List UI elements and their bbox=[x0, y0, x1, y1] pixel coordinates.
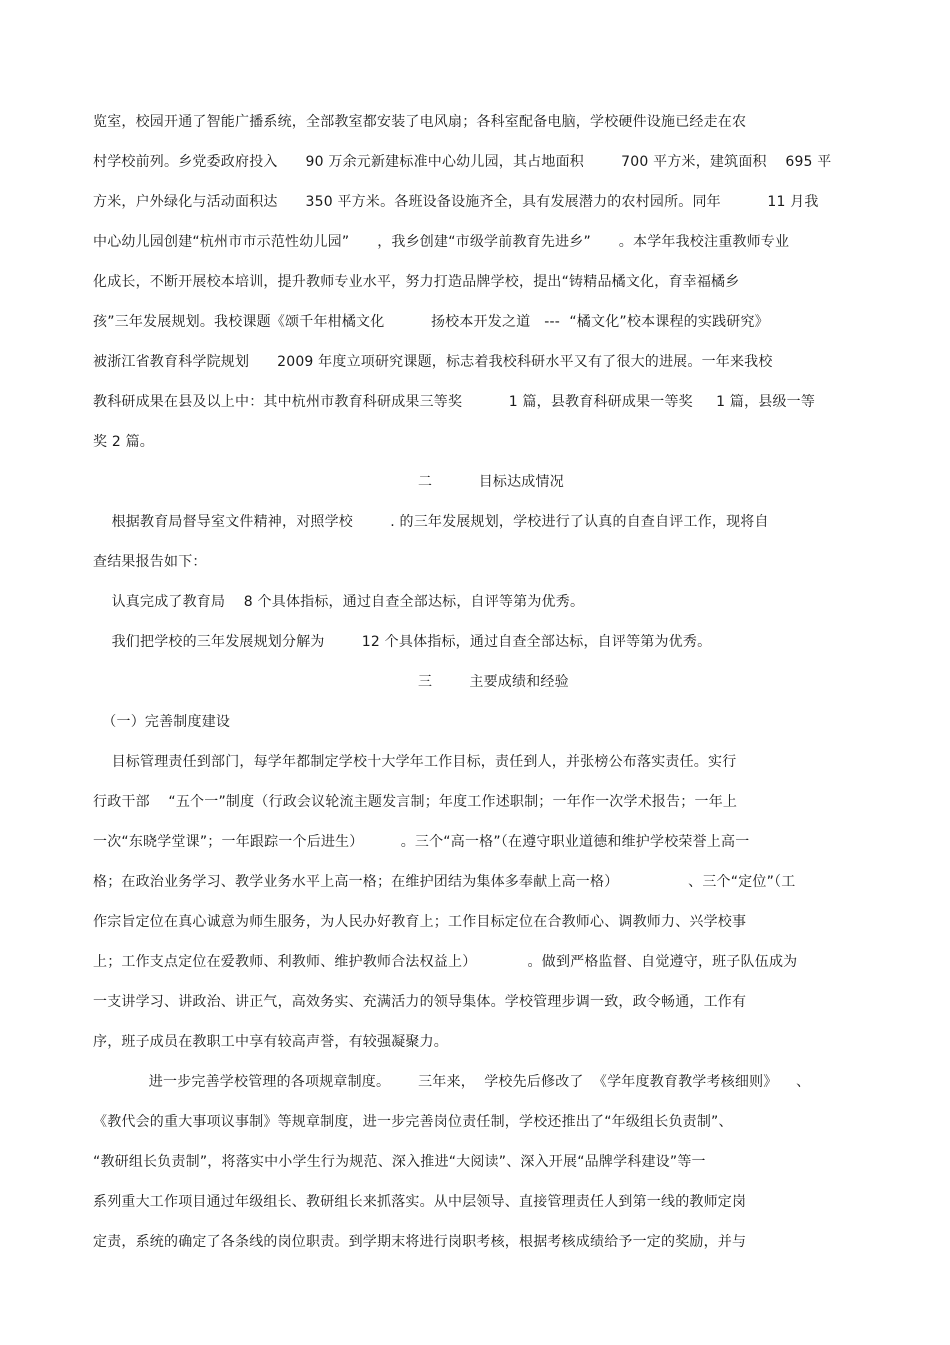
body-line: 览室，校园开通了智能广播系统，全部教室都安装了电风扇；各科室配备电脑，学校硬件设施已经走在农 bbox=[93, 114, 747, 130]
body-line: 被浙江省教育科学院规划 2009 年度立项研究课题，标志着我校科研水平又有了很大的进展。一年来我校 bbox=[93, 354, 773, 370]
body-line: 格；在政治业务学习、教学业务水平上高一格；在维护团结为集体多奉献上高一格） 、三个“定位”（工 bbox=[93, 874, 796, 890]
body-line: 行政干部 “五个一”制度（行政会议轮流主题发言制；年度工作述职制；一年作一次学术报告；一年上 bbox=[93, 794, 738, 810]
body-line: 孩”三年发展规划。我校课题《颂千年柑橘文化 扬校本开发之道 --- “橘文化”校本课程的实践研究》 bbox=[93, 314, 769, 330]
body-line: 化成长，不断开展校本培训，提升教师专业水平，努力打造品牌学校，提出“铸精品橘文化，育幸福橘乡 bbox=[93, 274, 740, 290]
body-line: 村学校前列。乡党委政府投入 90 万余元新建标准中心幼儿园，其占地面积 700 平方米，建筑面积 695 平 bbox=[93, 154, 832, 170]
body-line: 方米，户外绿化与活动面积达 350 平方米。各班设备设施齐全，具有发展潜力的农村园所。同年 11 月我 bbox=[93, 194, 819, 210]
body-line: “教研组长负责制”，将落实中小学生行为规范、深入推进“大阅读”、深入开展“品牌学科建设”等一 bbox=[93, 1154, 706, 1170]
body-line: 根据教育局督导室文件精神，对照学校 . 的三年发展规划，学校进行了认真的自查自评工作，现将自 bbox=[93, 514, 769, 530]
body-line: 定责，系统的确定了各条线的岗位职责。到学期末将进行岗职考核，根据考核成绩给予一定的奖励，并与 bbox=[93, 1234, 747, 1250]
body-line: 我们把学校的三年发展规划分解为 12 个具体指标，通过自查全部达标，自评等第为优秀。 bbox=[93, 634, 712, 650]
body-line: 认真完成了教育局 8 个具体指标，通过自查全部达标，自评等第为优秀。 bbox=[93, 594, 585, 610]
body-line: 《教代会的重大事项议事制》等规章制度，进一步完善岗位责任制，学校还推出了“年级组长负责制”、 bbox=[93, 1114, 733, 1130]
body-line: 中心幼儿园创建“杭州市市示范性幼儿园” ，我乡创建“市级学前教育先进乡” 。本学年我校注重教师专业 bbox=[93, 234, 790, 250]
body-line: 查结果报告如下： bbox=[93, 554, 207, 570]
section-heading: 二 目标达成情况 bbox=[418, 474, 564, 490]
body-line: 上；工作支点定位在爱教师、利教师、维护教师合法权益上） 。做到严格监督、自觉遵守，班子队伍成为 bbox=[93, 954, 798, 970]
body-line: 系列重大工作项目通过年级组长、教研组长来抓落实。从中层领导、直接管理责任人到第一线的教师定岗 bbox=[93, 1194, 747, 1210]
body-line: 目标管理责任到部门，每学年都制定学校十大学年工作目标，责任到人，并张榜公布落实责任。实行 bbox=[93, 754, 737, 770]
subsection-heading: （一）完善制度建设 bbox=[93, 714, 231, 730]
body-line: 作宗旨定位在真心诚意为师生服务，为人民办好教育上；工作目标定位在合教师心、调教师力、兴学校事 bbox=[93, 914, 747, 930]
body-line: 一支讲学习、讲政治、讲正气，高效务实、充满活力的领导集体。学校管理步调一致，政令畅通，工作有 bbox=[93, 994, 747, 1010]
body-line: 进一步完善学校管理的各项规章制度。 三年来， 学校先后修改了 《学年度教育教学考核细则》 、 bbox=[93, 1074, 811, 1090]
body-line: 奖 2 篇。 bbox=[93, 434, 155, 450]
body-line: 教科研成果在县及以上中：其中杭州市教育科研成果三等奖 1 篇，县教育科研成果一等奖 1 篇，县级一等 bbox=[93, 394, 816, 410]
section-heading: 三 主要成绩和经验 bbox=[418, 674, 569, 690]
body-line: 一次“东晓学堂课”；一年跟踪一个后进生） 。三个“高一格”（在遵守职业道德和维护学校荣誉上高一 bbox=[93, 834, 750, 850]
body-line: 序，班子成员在教职工中享有较高声誉，有较强凝聚力。 bbox=[93, 1034, 448, 1050]
